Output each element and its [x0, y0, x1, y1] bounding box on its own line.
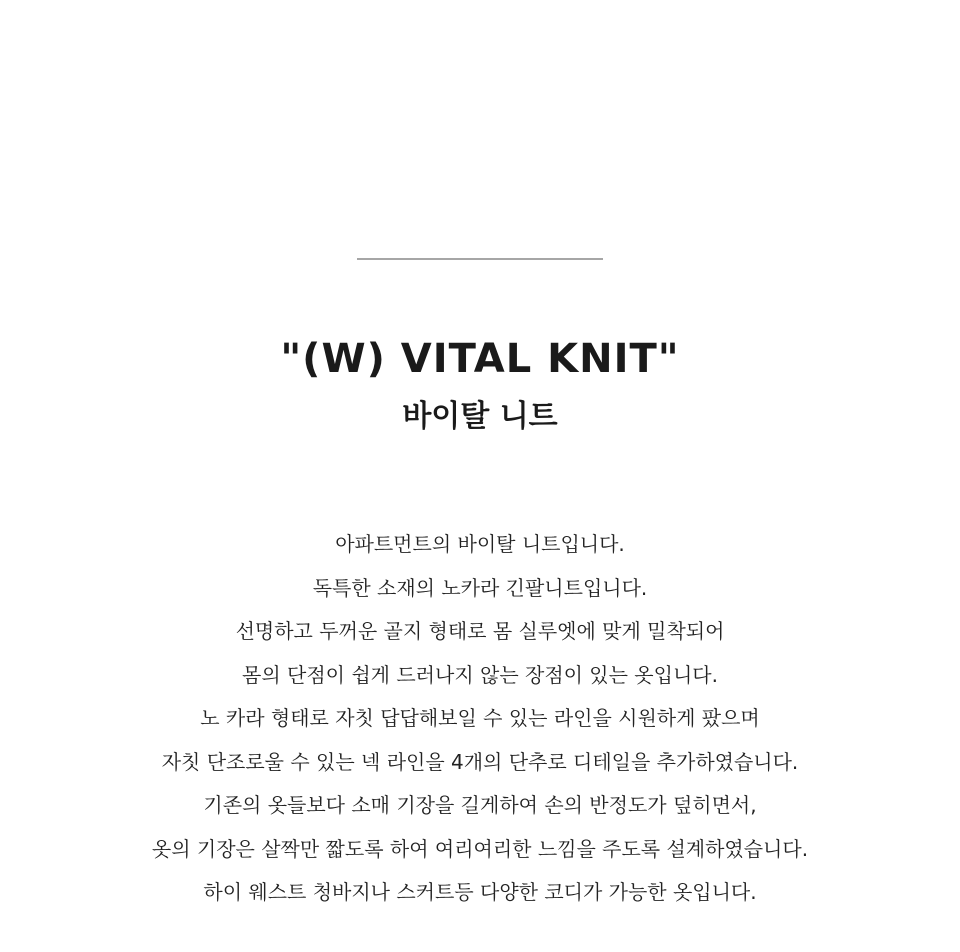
section-divider: [357, 258, 603, 260]
description-line: 하이 웨스트 청바지나 스커트등 다양한 코디가 가능한 옷입니다.: [203, 880, 757, 904]
product-description: [0, 523, 960, 915]
description-line: 몸의 단점이 쉽게 드러나지 않는 장점이 있는 옷입니다.: [242, 662, 718, 687]
description-line: 선명하고 두꺼운 골지 형태로 몸 실루엣에 맞게 밀착되어: [235, 619, 725, 643]
description-line: 기존의 옷들보다 소매 기장을 길게하여 손의 반정도가 덮히면서,: [203, 793, 757, 817]
description-line: 독특한 소재의 노카라 긴팔니트입니다.: [312, 575, 648, 600]
description-line: 옷의 기장은 살짝만 짧도록 하여 여리여리한 느낌을 주도록 설계하였습니다.: [151, 836, 809, 861]
description-line: 아파트먼트의 바이탈 니트입니다.: [335, 532, 625, 556]
description-line: 자칫 단조로울 수 있는 넥 라인을 4개의 단추로 디테일을 추가하였습니다.: [161, 749, 799, 774]
description-line: 노 카라 형태로 자칫 답답해보일 수 있는 라인을 시원하게 팠으며: [200, 706, 760, 730]
product-subtitle: 바이탈 니트: [402, 399, 558, 434]
product-title: "(W) VITAL KNIT": [280, 336, 680, 382]
